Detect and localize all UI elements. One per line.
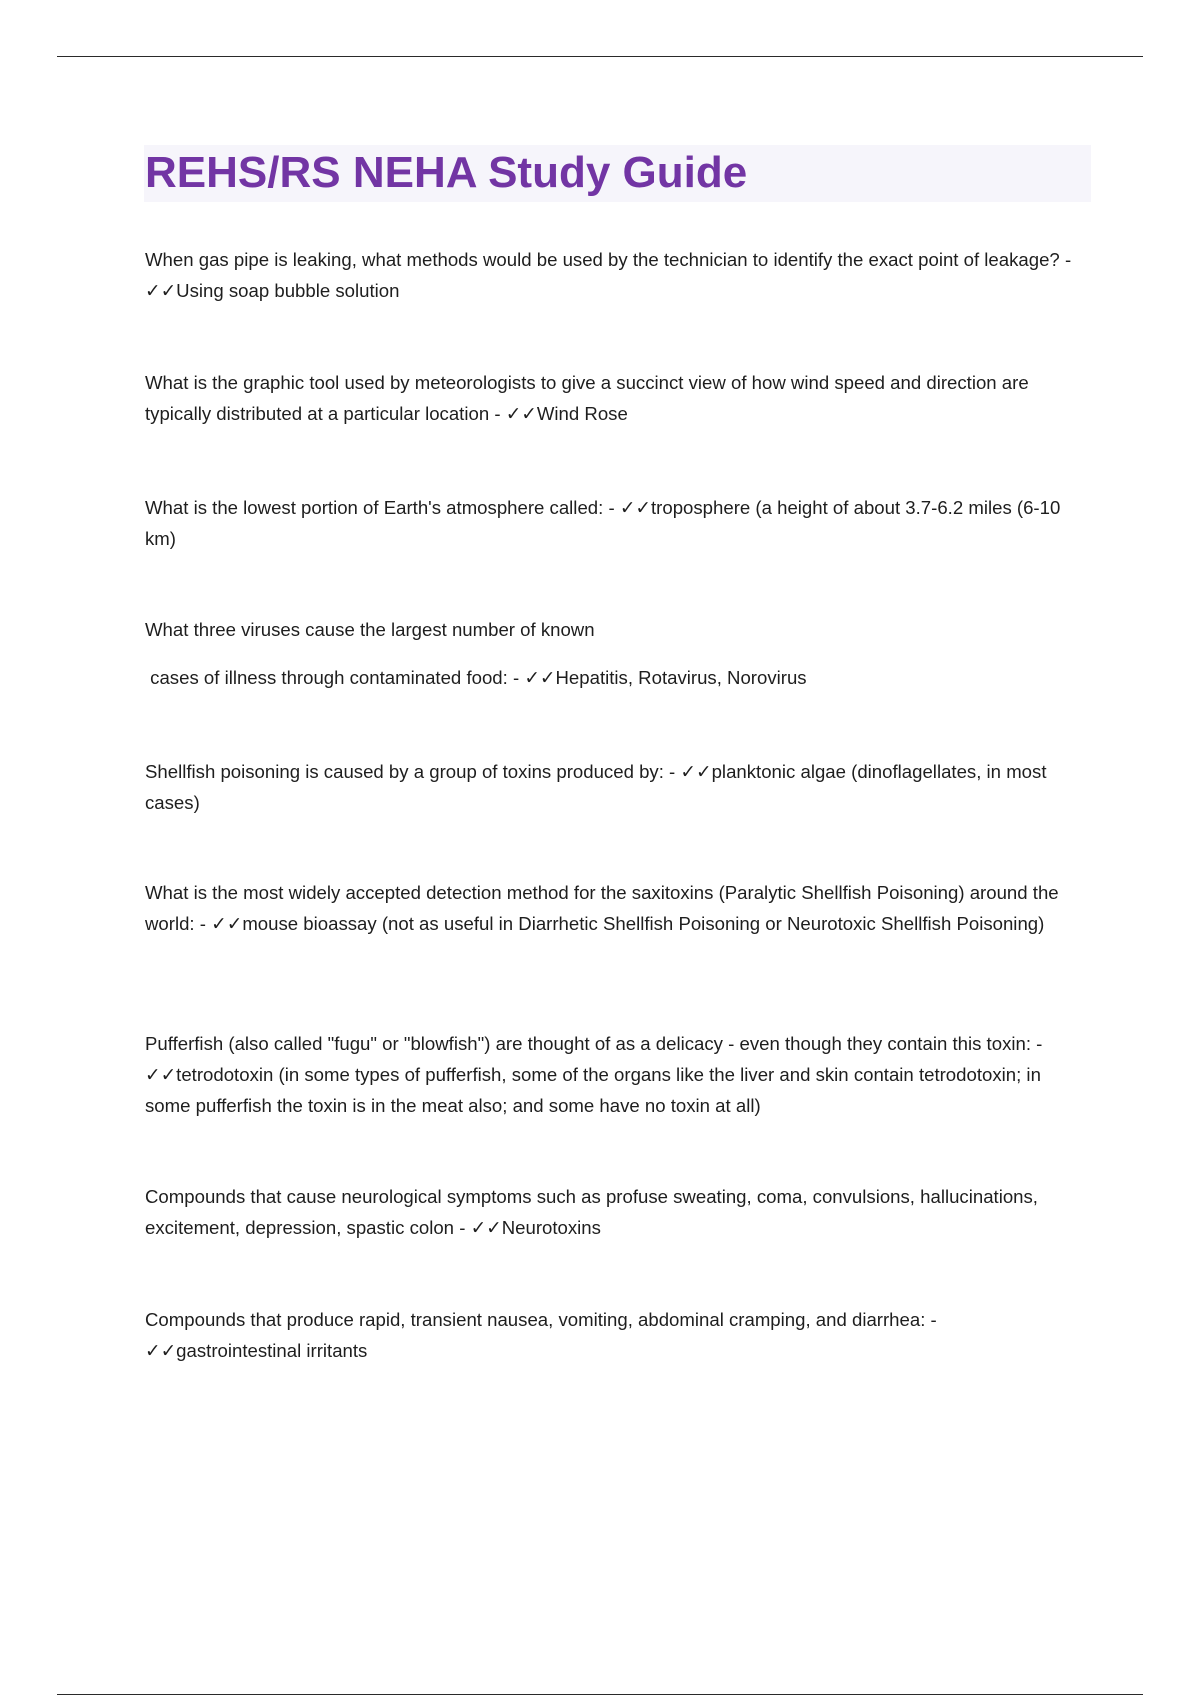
question-text-line-2: cases of illness through contaminated food: [145, 667, 508, 688]
answer-text: planktonic algae (dinoflagellates, in most cases) [145, 761, 1047, 813]
separator: - [1031, 1033, 1043, 1054]
separator: - [925, 1309, 937, 1330]
qa-item-2 [145, 367, 1090, 429]
qa-item-6 [145, 877, 1090, 939]
separator: - [194, 913, 212, 934]
qa-item-1 [145, 244, 1090, 306]
answer-text: tetrodotoxin (in some types of pufferfish, some of the organs like the liver and skin contain tetrodotoxin; in some pufferfish the toxin is in the meat also; and some have no toxin at all) [145, 1064, 1041, 1116]
separator: - [489, 403, 506, 424]
separator: - [603, 497, 620, 518]
double-check-icon: ✓✓ [619, 497, 651, 518]
question-text: What is the most widely accepted detection method for the saxitoxins (Paralytic Shellfish Poisoning) around the world: [145, 882, 1059, 934]
answer-text: Using soap bubble solution [176, 280, 400, 301]
qa-item-4 [145, 614, 1090, 693]
question-text: What is the graphic tool used by meteorologists to give a succinct view of how wind speed and direction are typically distributed at a particular location [145, 372, 1029, 424]
double-check-icon: ✓✓ [145, 1064, 177, 1085]
double-check-icon: ✓✓ [505, 403, 537, 424]
question-text: Pufferfish (also called "fugu" or "blowfish") are thought of as a delicacy - even though they contain this toxin: [145, 1033, 1031, 1054]
question-text-line-1: What three viruses cause the largest number of known [145, 619, 595, 640]
question-answer-line-2 [145, 662, 1090, 693]
question-text: When gas pipe is leaking, what methods would be used by the technician to identify the exact point of leakage? [145, 249, 1060, 270]
bottom-rule [57, 1694, 1143, 1695]
separator: - [507, 667, 525, 688]
double-check-icon: ✓✓ [470, 1217, 502, 1238]
answer-text: gastrointestinal irritants [176, 1340, 368, 1361]
answer-text: Neurotoxins [501, 1217, 601, 1238]
question-text: Compounds that produce rapid, transient nausea, vomiting, abdominal cramping, and diarrhea: [145, 1309, 926, 1330]
question-text: Shellfish poisoning is caused by a group of toxins produced by: [145, 761, 664, 782]
qa-item-7 [145, 1028, 1090, 1121]
double-check-icon: ✓✓ [145, 1340, 177, 1361]
double-check-icon: ✓✓ [211, 913, 243, 934]
double-check-icon: ✓✓ [524, 667, 556, 688]
line-gap [145, 645, 1090, 662]
qa-item-5 [145, 756, 1090, 818]
question-text: What is the lowest portion of Earth's atmosphere called: [145, 497, 604, 518]
document-title: REHS/RS NEHA Study Guide [145, 148, 748, 197]
answer-text: Wind Rose [536, 403, 628, 424]
answer-text: Hepatitis, Rotavirus, Norovirus [555, 667, 807, 688]
question-text: Compounds that cause neurological symptoms such as profuse sweating, coma, convulsions, hallucinations, excitement, depression, spastic colon [145, 1186, 1038, 1238]
qa-item-9 [145, 1304, 1090, 1366]
answer-text: troposphere (a height of about 3.7-6.2 miles (6-10 km) [145, 497, 1061, 549]
separator: - [663, 761, 681, 782]
separator: - [454, 1217, 471, 1238]
answer-text: mouse bioassay (not as useful in Diarrhetic Shellfish Poisoning or Neurotoxic Shellfish Poisoning) [242, 913, 1045, 934]
separator: - [1059, 249, 1072, 270]
qa-item-3 [145, 492, 1090, 554]
qa-item-8 [145, 1181, 1090, 1243]
double-check-icon: ✓✓ [680, 761, 712, 782]
top-rule [57, 56, 1143, 57]
double-check-icon: ✓✓ [145, 280, 177, 301]
